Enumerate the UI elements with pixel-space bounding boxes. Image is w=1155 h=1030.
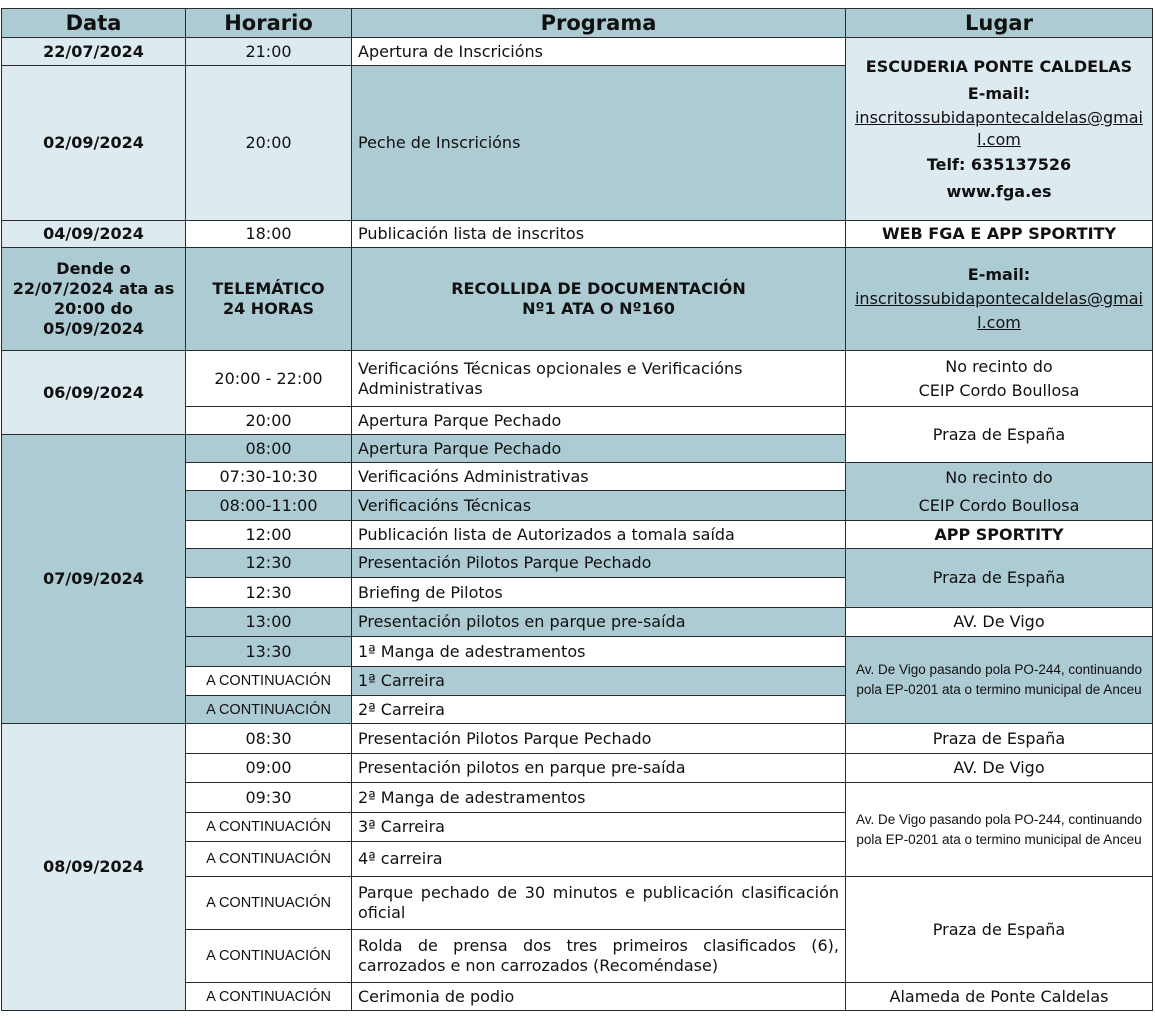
place-line-1: No recinto do <box>945 467 1053 487</box>
date-cell: 04/09/2024 <box>2 221 186 248</box>
program-cell <box>352 248 846 351</box>
time-cell: 08:00 <box>186 435 352 463</box>
program-cell: Presentación Pilotos Parque Pechado <box>352 724 846 754</box>
date-cell: 06/09/2024 <box>2 351 186 435</box>
program-cell: 1ª Manga de adestramentos <box>352 637 846 667</box>
place-cell: APP SPORTITY <box>846 521 1153 549</box>
program-cell: Briefing de Pilotos <box>352 578 846 608</box>
time-cell: 20:00 <box>186 407 352 435</box>
time-cell: A CONTINUACIÓN <box>186 696 352 724</box>
place-cell <box>846 248 1153 351</box>
program-cell: Presentación pilotos en parque pre-saída <box>352 608 846 637</box>
email-link[interactable]: inscritossubidapontecaldelas@gmail.com <box>854 108 1143 149</box>
place-line-2: CEIP Cordo Boullosa <box>918 495 1080 515</box>
place-line-1: No recinto do <box>945 356 1053 376</box>
time-cell: 08:30 <box>186 724 352 754</box>
header-horario: Horario <box>186 9 352 38</box>
place-cell: Alameda de Ponte Caldelas <box>846 983 1153 1011</box>
program-cell: Apertura Parque Pechado <box>352 435 846 463</box>
table-row <box>2 38 1153 66</box>
place-cell: Praza de España <box>846 549 1153 608</box>
contact-place-cell <box>846 38 1153 221</box>
date-cell: Dende o 22/07/2024 ata as 20:00 do 05/09/2024 <box>2 248 186 351</box>
place-cell: Av. De Vigo pasando pola PO-244, continuando pola EP-0201 ata o termino municipal de Anceu <box>846 637 1153 724</box>
date-cell: 08/09/2024 <box>2 724 186 1011</box>
escuderia-name: ESCUDERIA PONTE CALDELAS <box>865 57 1133 76</box>
place-cell: Praza de España <box>846 877 1153 983</box>
program-cell: Presentación Pilotos Parque Pechado <box>352 549 846 578</box>
table-row <box>2 351 1153 407</box>
place-line-2: CEIP Cordo Boullosa <box>918 380 1080 400</box>
time-cell: 07:30-10:30 <box>186 463 352 491</box>
time-cell: 21:00 <box>186 38 352 66</box>
place-cell <box>846 351 1153 407</box>
time-cell: 12:30 <box>186 578 352 608</box>
phone-text: Telf: 635137526 <box>926 155 1072 174</box>
time-cell: A CONTINUACIÓN <box>186 930 352 983</box>
program-cell: Apertura Parque Pechado <box>352 407 846 435</box>
program-cell: Verificacións Administrativas <box>352 463 846 491</box>
program-cell: Publicación lista de Autorizados a tomala saída <box>352 521 846 549</box>
time-cell: A CONTINUACIÓN <box>186 813 352 842</box>
program-cell: Publicación lista de inscritos <box>352 221 846 248</box>
email-label: E-mail: <box>967 265 1031 284</box>
place-cell: Praza de España <box>846 724 1153 754</box>
program-cell: 3ª Carreira <box>352 813 846 842</box>
place-cell: AV. De Vigo <box>846 754 1153 783</box>
program-line-2: Nº1 ATA O Nº160 <box>522 299 675 318</box>
header-data: Data <box>2 9 186 38</box>
time-cell: 20:00 - 22:00 <box>186 351 352 407</box>
place-cell <box>846 463 1153 521</box>
program-cell: 4ª carreira <box>352 842 846 877</box>
table-row <box>2 248 1153 351</box>
time-cell: 09:00 <box>186 754 352 783</box>
time-cell: 18:00 <box>186 221 352 248</box>
time-cell: 08:00-11:00 <box>186 491 352 521</box>
time-cell: 20:00 <box>186 66 352 221</box>
time-cell: A CONTINUACIÓN <box>186 877 352 930</box>
program-cell: Verificacións Técnicas <box>352 491 846 521</box>
time-cell: A CONTINUACIÓN <box>186 983 352 1011</box>
date-cell: 02/09/2024 <box>2 66 186 221</box>
time-cell: 12:30 <box>186 549 352 578</box>
program-cell: Peche de Inscricións <box>352 66 846 221</box>
time-line-1: TELEMÁTICO <box>212 279 325 298</box>
email-link[interactable]: inscritossubidapontecaldelas@gmail.com <box>854 289 1143 332</box>
time-line-2: 24 HORAS <box>222 299 315 318</box>
program-cell: Presentación pilotos en parque pre-saída <box>352 754 846 783</box>
web-text: www.fga.es <box>946 182 1052 201</box>
header-lugar: Lugar <box>846 9 1153 38</box>
place-cell: AV. De Vigo <box>846 608 1153 637</box>
date-cell: 22/07/2024 <box>2 38 186 66</box>
program-cell: Verificacións Técnicas opcionales e Verificacións Administrativas <box>352 351 846 407</box>
table-row <box>2 221 1153 248</box>
time-cell: 13:30 <box>186 637 352 667</box>
program-cell: 1ª Carreira <box>352 667 846 696</box>
time-cell <box>186 248 352 351</box>
program-cell: 2ª Manga de adestramentos <box>352 783 846 813</box>
program-cell: Cerimonia de podio <box>352 983 846 1011</box>
header-programa: Programa <box>352 9 846 38</box>
schedule-table <box>1 8 1153 1011</box>
time-cell: 09:30 <box>186 783 352 813</box>
program-line-1: RECOLLIDA DE DOCUMENTACIÓN <box>451 279 746 298</box>
time-cell: 13:00 <box>186 608 352 637</box>
date-cell: 07/09/2024 <box>2 435 186 724</box>
table-row <box>2 724 1153 754</box>
header-row <box>2 9 1153 38</box>
email-label: E-mail: <box>967 84 1031 103</box>
program-cell: Apertura de Inscricións <box>352 38 846 66</box>
place-cell: Av. De Vigo pasando pola PO-244, continuando pola EP-0201 ata o termino municipal de Anceu <box>846 783 1153 877</box>
time-cell: 12:00 <box>186 521 352 549</box>
program-cell: Rolda de prensa dos tres primeiros clasificados (6), carrozados e non carrozados (Recoméndase) <box>352 930 846 983</box>
program-cell: 2ª Carreira <box>352 696 846 724</box>
program-cell: Parque pechado de 30 minutos e publicación clasificación oficial <box>352 877 846 930</box>
place-cell: Praza de España <box>846 407 1153 463</box>
place-cell: WEB FGA E APP SPORTITY <box>846 221 1153 248</box>
time-cell: A CONTINUACIÓN <box>186 842 352 877</box>
time-cell: A CONTINUACIÓN <box>186 667 352 696</box>
